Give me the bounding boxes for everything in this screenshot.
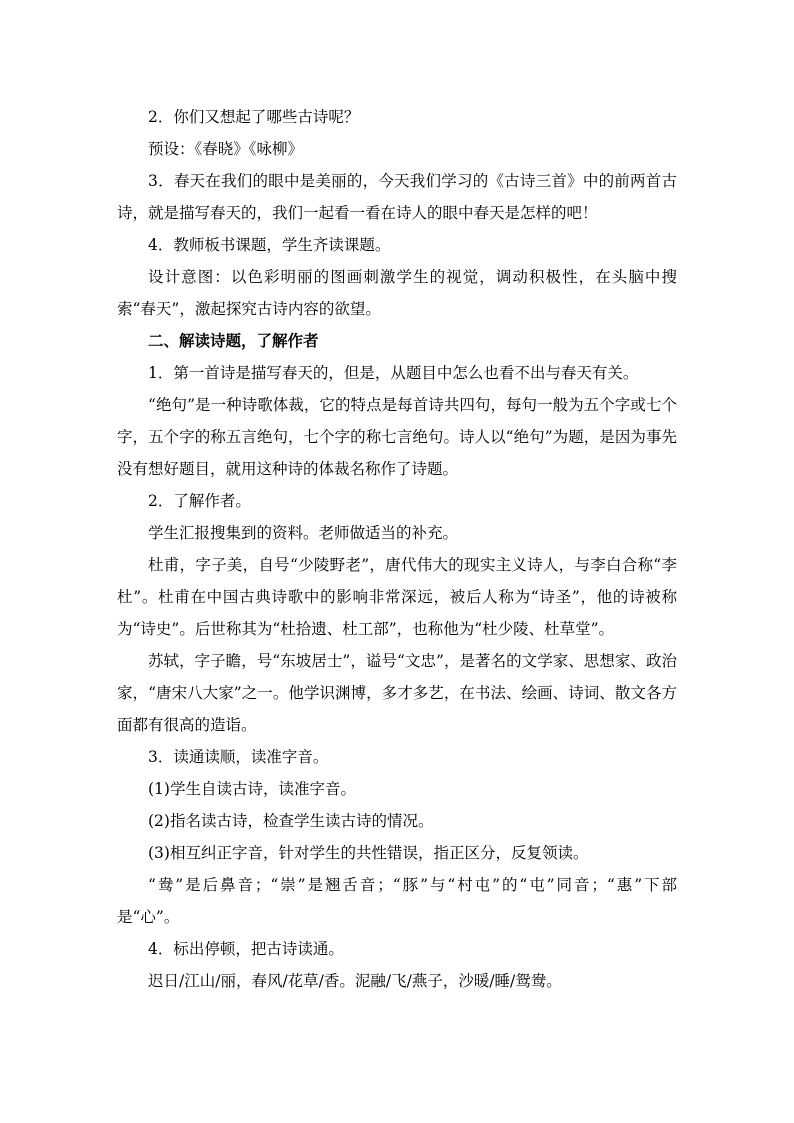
paragraph-design-intent: 设计意图：以色彩明丽的图画刺激学生的视觉，调动积极性，在头脑中搜索“春天”，激起探究古诗内容的欲望。 [117, 268, 677, 318]
paragraph-sub-1: (1)学生自读古诗，读准字音。 [148, 780, 356, 798]
paragraph-student-report: 学生汇报搜集到的资料。老师做适当的补充。 [148, 524, 459, 542]
paragraph-poem-1-title: 1．第一首诗是描写春天的，但是，从题目中怎么也看不出与春天有关。 [148, 364, 639, 382]
paragraph-su-shi: 苏轼，字子瞻，号“东坡居士”，谥号“文忠”，是著名的文学家、思想家、政治家，“唐宋八大家”之一。他学识渊博，多才多艺，在书法、绘画、诗词、散文各方面都有很高的造诣。 [117, 652, 677, 734]
paragraph-step-3: 3．春天在我们的眼中是美丽的，今天我们学习的《古诗三首》中的前两首古诗，就是描写春天的，我们一起看一看在诗人的眼中春天是怎样的吧！ [117, 172, 677, 222]
paragraph-read-fluently: 3．读通读顺，读准字音。 [148, 748, 329, 766]
document-body [117, 101, 677, 997]
paragraph-preset: 预设：《春晓》《咏柳》 [148, 140, 304, 158]
paragraph-du-fu: 杜甫，字子美，自号“少陵野老”，唐代伟大的现实主义诗人，与李白合称“李杜”。杜甫在中国古典诗歌中的影响非常深远，被后人称为“诗圣”，他的诗被称为“诗史”。后世称其为“杜拾遗、杜工部”，也称他为“杜少陵、杜草堂”。 [117, 556, 677, 638]
paragraph-sub-2: (2)指名读古诗，检查学生读古诗的情况。 [148, 812, 434, 830]
paragraph-poem-lines: 迟日/江山/丽，春风/花草/香。泥融/飞/燕子，沙暖/睡/鸳鸯。 [148, 972, 562, 990]
paragraph-step-4: 4．教师板书课题，学生齐读课题。 [148, 236, 391, 254]
paragraph-mark-pauses: 4．标出停顿，把古诗读通。 [148, 940, 344, 958]
paragraph-sub-3: (3)相互纠正字音，针对学生的共性错误，指正区分，反复领读。 [148, 844, 589, 862]
paragraph-jueju-explanation: “绝句”是一种诗歌体裁，它的特点是每首诗共四句，每句一般为五个字或七个字，五个字的称五言绝句，七个字的称七言绝句。诗人以“绝句”为题，是因为事先没有想好题目，就用这种诗的体裁名称作了诗题。 [117, 396, 677, 478]
paragraph-pronunciation: “鸯”是后鼻音；“崇”是翘舌音；“豚”与“村屯”的“屯”同音；“惠”下部是“心”。 [117, 876, 677, 926]
paragraph-question-2: 2．你们又想起了哪些古诗呢？ [148, 108, 360, 126]
section-heading-2: 二、解读诗题，了解作者 [148, 332, 319, 350]
paragraph-know-author: 2．了解作者。 [148, 492, 251, 510]
